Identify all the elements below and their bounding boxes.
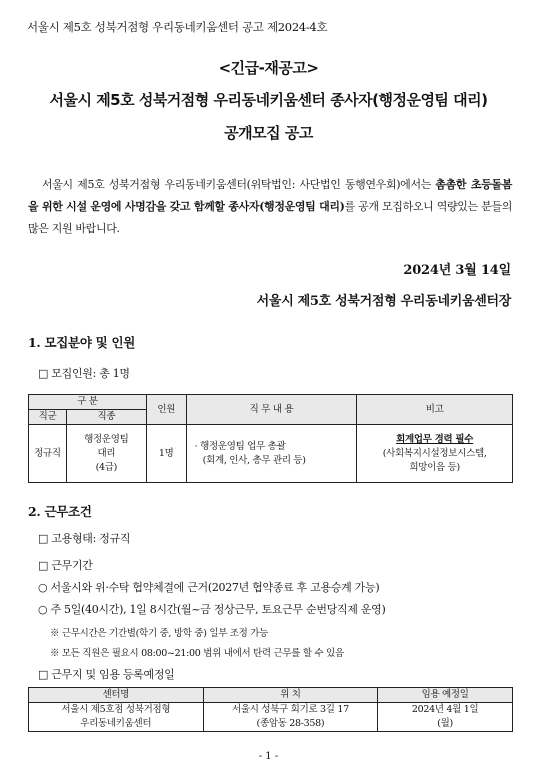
recruit-total: □ 모집인원: 총 1명 xyxy=(38,367,130,380)
role-line2: 대리 xyxy=(97,447,116,459)
title-sub: 공개모집 공고 xyxy=(224,124,313,142)
section1-heading: 1. 모집분야 및 인원 xyxy=(28,335,136,350)
period-item-1: ○ 서울시와 위·수탁 협약체결에 근거(2027년 협약종료 후 고용승계 가능) xyxy=(38,581,380,594)
title-main: 서울시 제5호 성북거점형 우리동네키움센터 종사자(행정운영팀 대리) xyxy=(49,91,488,109)
note-2: ※ 모든 직원은 필요시 08:00~21:00 범위 내에서 탄력 근무를 할 수 있음 xyxy=(50,648,344,659)
cell-duty xyxy=(186,425,357,483)
notice-date: 2024년 3월 14일 xyxy=(403,263,511,278)
notice-number: 서울시 제5호 성북거점형 우리동네키움센터 공고 제2024-4호 xyxy=(27,20,328,34)
section2-heading: 2. 근무조건 xyxy=(28,504,92,519)
employment-type: □ 고용형태: 정규직 xyxy=(38,532,131,545)
period-heading: □ 근무기간 xyxy=(38,559,93,572)
recruit-table xyxy=(28,394,513,483)
cell-type: 정규직 xyxy=(29,425,67,483)
cell-count: 1명 xyxy=(146,425,186,483)
cell-date xyxy=(378,703,513,732)
intro-part1: 서울시 제5호 성북거점형 우리동네키움센터(위탁법인: 사단법인 동행연우회)에서는 xyxy=(42,178,432,191)
th-category: 구 분 xyxy=(29,395,147,410)
intro-part2: 촘촘한 초등돌봄을 위한 시설 운영에 사명감을 갖고 함께할 종사자(행정운영팀 대리) xyxy=(28,178,512,213)
th-duty: 직 무 내 용 xyxy=(186,395,357,425)
note-line1: 회계업무 경력 필수 xyxy=(396,433,474,445)
date-line1: 2024년 4월 1일 xyxy=(411,704,479,715)
location-table xyxy=(28,687,513,732)
cell-note xyxy=(357,425,513,483)
date-line2: (월) xyxy=(437,718,453,729)
center-line1: 서울시 제5호점 성북거점형 xyxy=(61,704,171,715)
location-line2: (종암동 28-358) xyxy=(256,718,325,729)
period-item-2: ○ 주 5일(40시간), 1일 8시간(월~금 정상근무, 토요근무 순번당직제 운영) xyxy=(38,603,386,616)
th-type: 직군 xyxy=(29,410,67,425)
th-note: 비고 xyxy=(357,395,513,425)
intro-part3: 를 공개 모집하오니 역량있는 분들의 많은 지원 바랍니다. xyxy=(28,200,512,235)
cell-location xyxy=(203,703,378,732)
th-center: 센터명 xyxy=(29,688,204,703)
page-number: - 1 - xyxy=(258,751,279,762)
intro-paragraph xyxy=(28,174,512,240)
th-location: 위 치 xyxy=(203,688,378,703)
note-1: ※ 근무시간은 기간별(학기 중, 방학 중) 일부 조정 가능 xyxy=(50,628,269,639)
th-count: 인원 xyxy=(146,395,186,425)
duty-line2: (회계, 인사, 총무 관리 등) xyxy=(202,454,306,466)
note-line2: (사회복지시설정보시스템, xyxy=(382,447,487,459)
role-line1: 행정운영팀 xyxy=(84,433,129,445)
th-role: 직종 xyxy=(66,410,146,425)
center-line2: 우리동네키움센터 xyxy=(80,718,152,729)
cell-role xyxy=(66,425,146,483)
location-heading: □ 근무지 및 임용 등록예정일 xyxy=(38,668,175,681)
cell-center xyxy=(29,703,204,732)
organization-name: 서울시 제5호 성북거점형 우리동네키움센터장 xyxy=(256,294,511,309)
location-line1: 서울시 성북구 회기로 3길 17 xyxy=(231,704,349,715)
duty-line1: · 행정운영팀 업무 총괄 xyxy=(194,440,286,452)
th-date: 임용 예정일 xyxy=(378,688,513,703)
title-urgent: <긴급-재공고> xyxy=(218,59,319,77)
note-line3: 희망이음 등) xyxy=(409,461,460,473)
role-line3: (4급) xyxy=(95,461,118,473)
